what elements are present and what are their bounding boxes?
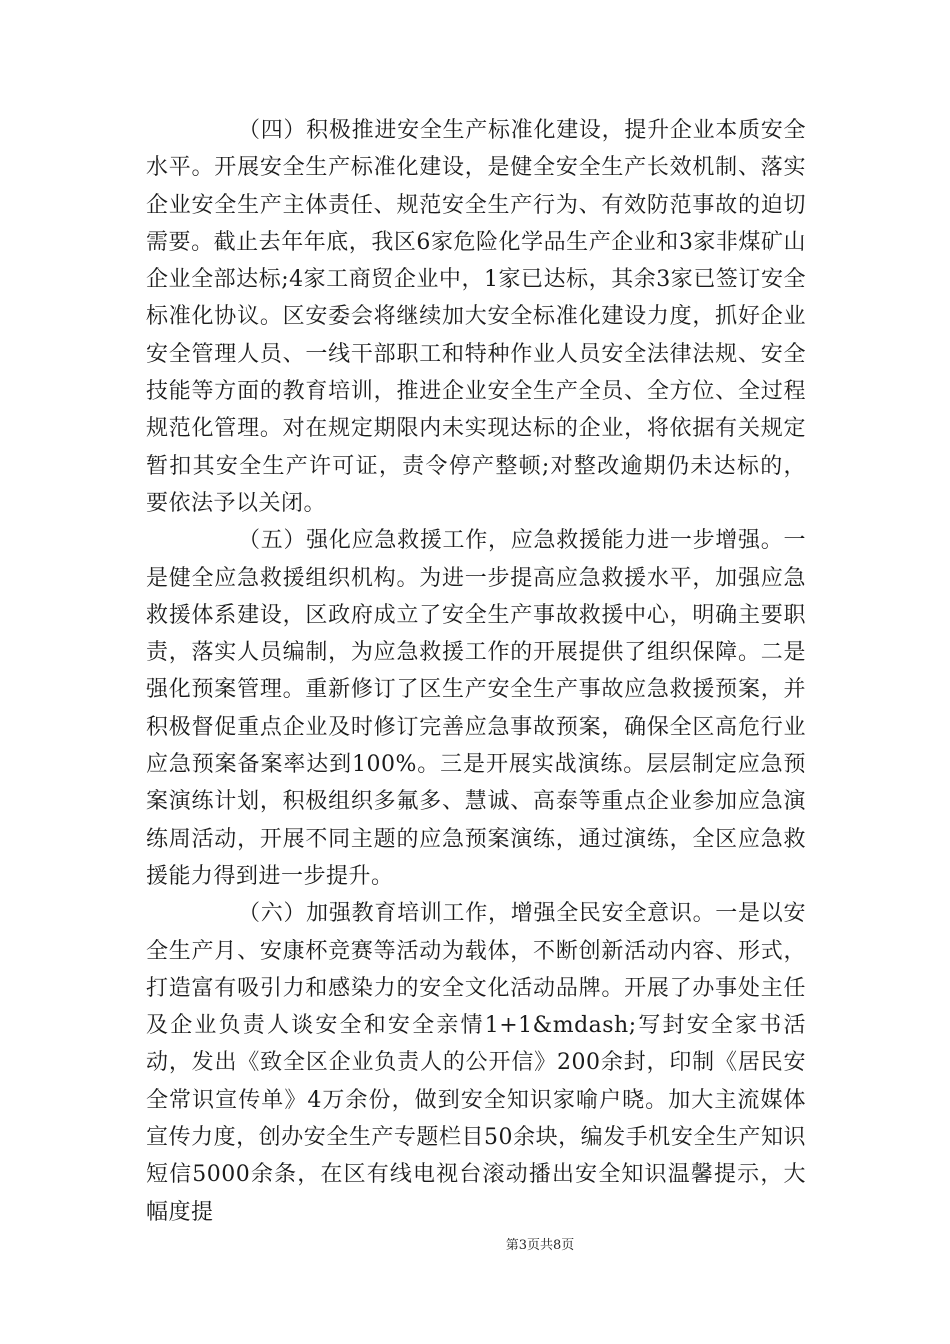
paragraph-education-training: （六）加强教育培训工作，增强全民安全意识。一是以安全生产月、安康杯竞赛等活动为载体，不断创新活动内容、形式，打造富有吸引力和感染力的安全文化活动品牌。开展了办事处主任及企业负责人谈安全和安全亲情1+1&mdash;写封安全家书活动，发出《致全区企业负责人的公开信》200余封，印制《居民安全常识宣传单》4万余份，做到安全知识家喻户晓。加大主流媒体宣传力度，创办安全生产专题栏目50余块，编发手机安全生产知识短信5000余条，在区有线电视台滚动播出安全知识温馨提示，大幅度提 bbox=[146, 901, 806, 1225]
paragraph-emergency-rescue: （五）强化应急救援工作，应急救援能力进一步增强。一是健全应急救援组织机构。为进一步提高应急救援水平，加强应急救援体系建设，区政府成立了安全生产事故救援中心，明确主要职责，落实人员编制，为应急救援工作的开展提供了组织保障。二是强化预案管理。重新修订了区生产安全生产事故应急救援预案，并积极督促重点企业及时修订完善应急事故预案，确保全区高危行业应急预案备案率达到100%。三是开展实战演练。层层制定应急预案演练计划，积极组织多氟多、慧诚、高泰等重点企业参加应急演练周活动，开展不同主题的应急预案演练，通过演练，全区应急救援能力得到进一步提升。 bbox=[146, 528, 806, 889]
page-footer bbox=[0, 1234, 950, 1253]
page-number: 第3页共8页 bbox=[505, 1238, 575, 1253]
document-body bbox=[146, 112, 806, 1231]
paragraph-standardization: （四）积极推进安全生产标准化建设，提升企业本质安全水平。开展安全生产标准化建设，是健全安全生产长效机制、落实企业安全生产主体责任、规范安全生产行为、有效防范事故的迫切需要。截止去年年底，我区6家危险化学品生产企业和3家非煤矿山企业全部达标;4家工商贸企业中，1家已达标，其余3家已签订安全标准化协议。区安委会将继续加大安全标准化建设力度，抓好企业安全管理人员、一线干部职工和特种作业人员安全法律法规、安全技能等方面的教育培训，推进企业安全生产全员、全方位、全过程规范化管理。对在规定期限内未实现达标的企业，将依据有关规定暂扣其安全生产许可证，责令停产整顿;对整改逾期仍未达标的，要依法予以关闭。 bbox=[146, 118, 806, 516]
